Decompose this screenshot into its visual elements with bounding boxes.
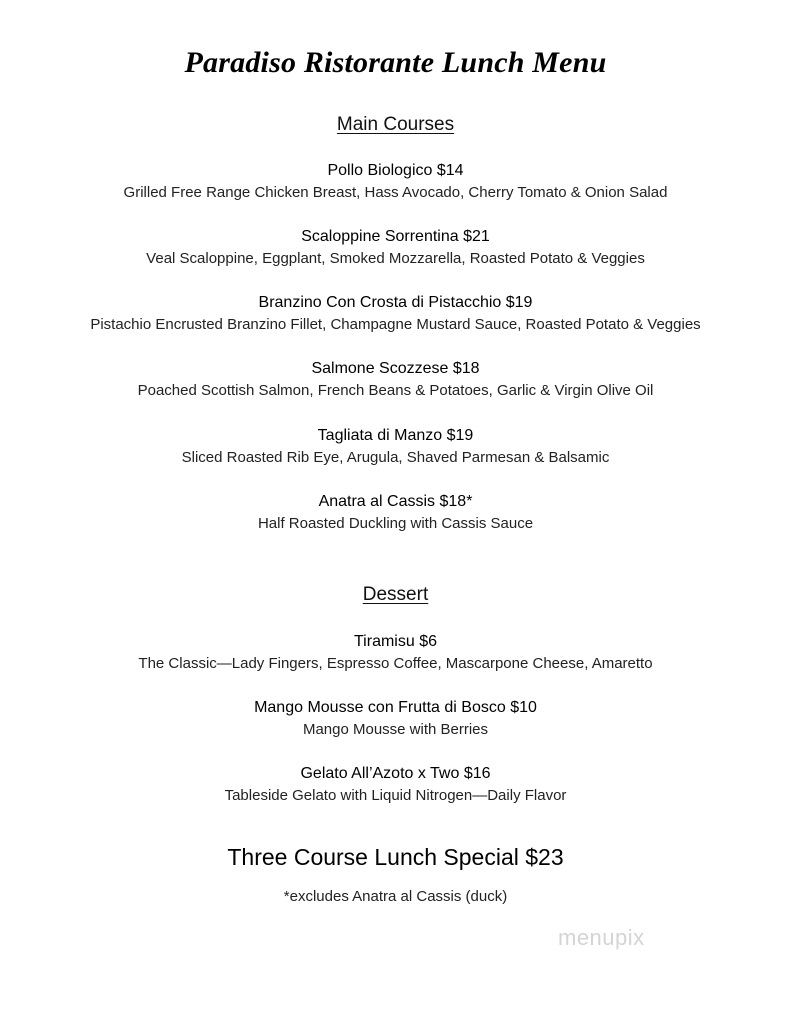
menu-item-anatra-al-cassis [0, 491, 791, 535]
menu-item-branzino [0, 292, 791, 336]
item-description: The Classic—Lady Fingers, Espresso Coffee, Mascarpone Cheese, Amaretto [138, 655, 653, 672]
menu-item-gelato-all-azoto [0, 763, 791, 807]
menu-item-mango-mousse [0, 697, 791, 741]
item-description: Sliced Roasted Rib Eye, Arugula, Shaved Parmesan & Balsamic [181, 449, 610, 466]
menu-item-tiramisu [0, 631, 791, 675]
menu-title: Paradiso Ristorante Lunch Menu [184, 46, 607, 79]
item-description: Veal Scaloppine, Eggplant, Smoked Mozzarella, Roasted Potato & Veggies [146, 250, 645, 267]
lunch-special: Three Course Lunch Special $23 [227, 844, 564, 870]
item-name: Mango Mousse con Frutta di Bosco $10 [254, 699, 537, 716]
item-name: Scaloppine Sorrentina $21 [301, 228, 490, 245]
item-name: Anatra al Cassis $18* [318, 493, 473, 510]
item-name: Gelato All’Azoto x Two $16 [300, 765, 491, 782]
menu-item-tagliata-di-manzo [0, 425, 791, 469]
item-description: Pistachio Encrusted Branzino Fillet, Champagne Mustard Sauce, Roasted Potato & Veggies [90, 316, 701, 333]
item-name: Tagliata di Manzo $19 [317, 427, 474, 444]
item-name: Branzino Con Crosta di Pistacchio $19 [258, 294, 533, 311]
item-description: Poached Scottish Salmon, French Beans & Potatoes, Garlic & Virgin Olive Oil [137, 382, 654, 399]
item-description: Half Roasted Duckling with Cassis Sauce [257, 515, 534, 532]
menupix-watermark: menupix [558, 925, 645, 950]
footnote: *excludes Anatra al Cassis (duck) [283, 888, 508, 905]
item-name: Salmone Scozzese $18 [311, 360, 480, 377]
item-name: Pollo Biologico $14 [327, 162, 464, 179]
item-description: Tableside Gelato with Liquid Nitrogen—Daily Flavor [224, 787, 567, 804]
main-courses-heading: Main Courses [336, 114, 455, 135]
dessert-heading: Dessert [362, 584, 429, 605]
menu-item-salmone-scozzese [0, 358, 791, 402]
item-description: Grilled Free Range Chicken Breast, Hass Avocado, Cherry Tomato & Onion Salad [123, 184, 668, 201]
item-description: Mango Mousse with Berries [302, 721, 489, 738]
menu-item-pollo-biologico [0, 160, 791, 204]
item-name: Tiramisu $6 [354, 633, 437, 650]
menu-item-scaloppine-sorrentina [0, 226, 791, 270]
